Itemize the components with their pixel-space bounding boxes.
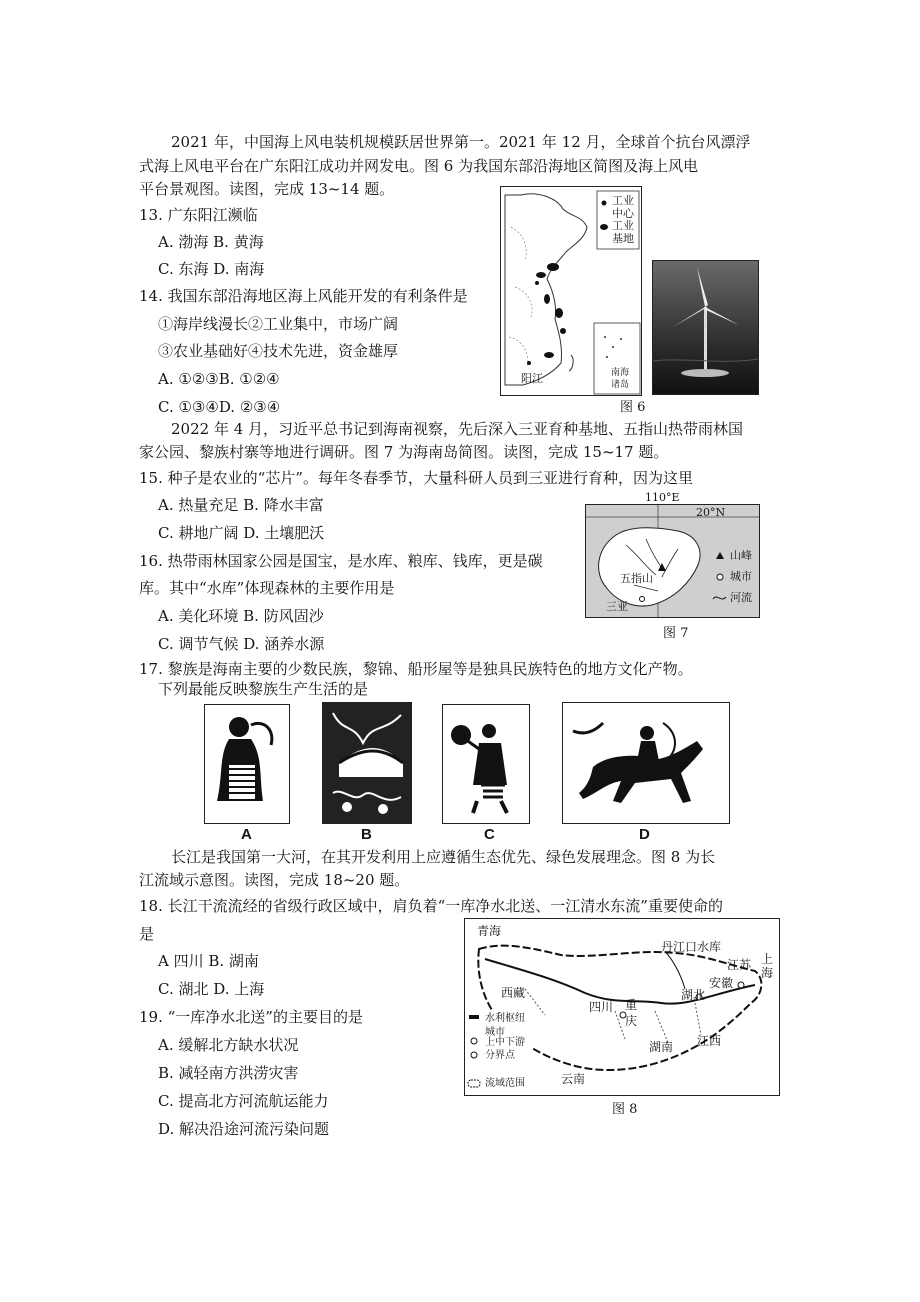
fig8-hunan: 湖南	[649, 1040, 674, 1054]
passage3-line2: 江流域示意图。读图，完成 18~20 题。	[139, 871, 410, 889]
fig6-legend-industrial-base-1: 工业	[612, 219, 634, 232]
fig7-sanya: 三亚	[606, 600, 628, 613]
fig8-shanghai-1: 上	[761, 952, 774, 966]
fig8-jiangsu: 江苏	[727, 958, 752, 972]
fig8-hubei: 湖北	[681, 988, 706, 1002]
q17-image-b-village	[322, 702, 412, 824]
fig7-legend-city: 城市	[730, 570, 752, 583]
q16-options-cd: C. 调节气候 D. 涵养水源	[158, 635, 325, 653]
fig6-caption: 图 6	[620, 400, 646, 415]
q14-conditions-1: ①海岸线漫长②工业集中，市场广阔	[158, 315, 399, 333]
q17-image-a-woman	[204, 704, 290, 824]
q19-option-d: D. 解决沿途河流污染问题	[158, 1120, 330, 1138]
q15-stem: 15. 种子是农业的“芯片”。每年冬春季节，大量科研人员到三亚进行育种，因为这里	[139, 469, 693, 487]
passage1-line1: 2021 年，中国海上风电装机规模跃居世界第一。2021 年 12 月，全球首个抗台风漂浮	[171, 133, 751, 151]
fig8-shanghai-2: 海	[761, 966, 774, 980]
q17-label-d: D	[639, 826, 650, 843]
fig7-hainan-map	[585, 504, 760, 618]
q13-stem: 13. 广东阳江濒临	[139, 206, 258, 224]
q13-options-cd: C. 东海 D. 南海	[158, 260, 265, 278]
q17-label-a: A	[241, 826, 252, 843]
q19-option-a: A. 缓解北方缺水状况	[158, 1036, 299, 1054]
fig8-caption: 图 8	[612, 1102, 638, 1117]
passage2-line2: 家公园、黎族村寨等地进行调研。图 7 为海南岛简图。读图，完成 15~17 题。	[139, 443, 669, 461]
fig8-chongqing-1: 重	[625, 998, 638, 1012]
fig8-xizang: 西藏	[501, 986, 526, 1000]
fig6-legend-industrial-base-2: 基地	[612, 232, 634, 245]
fig8-anhui: 安徽	[709, 976, 734, 990]
passage1-line3: 平台景观图。读图，完成 13~14 题。	[139, 180, 395, 198]
fig8-chongqing-2: 庆	[625, 1014, 638, 1028]
q18-options-ab: A 四川 B. 湖南	[158, 952, 259, 970]
q16-stem-2: 库。其中“水库”体现森林的主要作用是	[139, 579, 395, 597]
fig7-longitude: 110°E	[645, 491, 680, 504]
fig6-legend-industrial-center-2: 中心	[612, 207, 634, 220]
q18-options-cd: C. 湖北 D. 上海	[158, 980, 265, 998]
fig7-caption: 图 7	[663, 626, 689, 641]
fig8-yunnan: 云南	[561, 1072, 586, 1086]
fig8-sichuan: 四川	[589, 1000, 614, 1014]
fig8-yangtze-basin-map	[464, 918, 780, 1096]
fig7-wuzhishan: 五指山	[620, 572, 653, 585]
q19-option-c: C. 提高北方河流航运能力	[158, 1092, 329, 1110]
q15-options-cd: C. 耕地广阔 D. 土壤肥沃	[158, 524, 325, 542]
q14-options-ab: A. ①②③B. ①②④	[158, 370, 280, 388]
q13-options-ab: A. 渤海 B. 黄海	[158, 233, 264, 251]
passage2-line1: 2022 年 4 月，习近平总书记到海南视察，先后深入三亚育种基地、五指山热带雨林国	[171, 420, 744, 438]
fig8-legend-hydro: 水利枢纽	[485, 1013, 525, 1024]
fig6-city-yangjiang: 阳江	[521, 372, 543, 385]
fig6-inset-label-1: 南海	[611, 368, 630, 378]
q14-conditions-2: ③农业基础好④技术先进，资金雄厚	[158, 342, 399, 360]
q18-stem-2: 是	[139, 925, 155, 943]
fig8-legend-basin: 流域范围	[485, 1078, 525, 1089]
fig6-inset-label-2: 诸岛	[611, 380, 630, 390]
q14-stem: 14. 我国东部沿海地区海上风能开发的有利条件是	[139, 287, 468, 305]
q19-option-b: B. 减轻南方洪涝灾害	[158, 1064, 299, 1082]
passage3-line1: 长江是我国第一大河，在其开发利用上应遵循生态优先、绿色发展理念。图 8 为长	[171, 848, 716, 866]
q19-stem: 19. “一库净水北送”的主要目的是	[139, 1008, 363, 1026]
fig7-latitude: 20°N	[696, 506, 726, 519]
q17-stem-1: 17. 黎族是海南主要的少数民族，黎锦、船形屋等是独具民族特色的地方文化产物。	[139, 660, 693, 678]
q17-image-d-horse-rider	[562, 702, 730, 824]
fig8-danjiangkou-reservoir: 丹江口水库	[661, 940, 722, 954]
q16-options-ab: A. 美化环境 B. 防风固沙	[158, 607, 324, 625]
fig8-qinghai: 青海	[477, 924, 502, 938]
q17-image-c-dancer	[442, 704, 530, 824]
fig7-legend-peak: 山峰	[730, 549, 752, 562]
fig6-wind-turbine-photo	[652, 260, 759, 395]
q16-stem-1: 16. 热带雨林国家公园是国宝，是水库、粮库、钱库，更是碳	[139, 552, 543, 570]
fig8-legend-boundary-1: 上中下游	[485, 1037, 525, 1048]
q18-stem-1: 18. 长江干流流经的省级行政区域中，肩负着“一库净水北送、一江清水东流”重要使命的	[139, 897, 723, 915]
fig6-legend-industrial-center-1: 工业	[612, 194, 634, 207]
fig7-legend-river: 河流	[730, 591, 752, 604]
fig8-legend-boundary-2: 分界点	[485, 1050, 515, 1061]
q17-label-c: C	[484, 826, 495, 843]
q14-options-cd: C. ①③④D. ②③④	[158, 398, 281, 416]
q17-label-b: B	[361, 826, 372, 843]
fig8-jiangxi: 江西	[697, 1034, 722, 1048]
q17-stem-2: 下列最能反映黎族生产生活的是	[158, 680, 369, 698]
q15-options-ab: A. 热量充足 B. 降水丰富	[158, 496, 324, 514]
passage1-line2: 式海上风电平台在广东阳江成功并网发电。图 6 为我国东部沿海地区简图及海上风电	[139, 157, 699, 175]
fig6-coastal-map	[500, 186, 642, 396]
fig8-legend-city: 城市	[485, 1027, 505, 1038]
